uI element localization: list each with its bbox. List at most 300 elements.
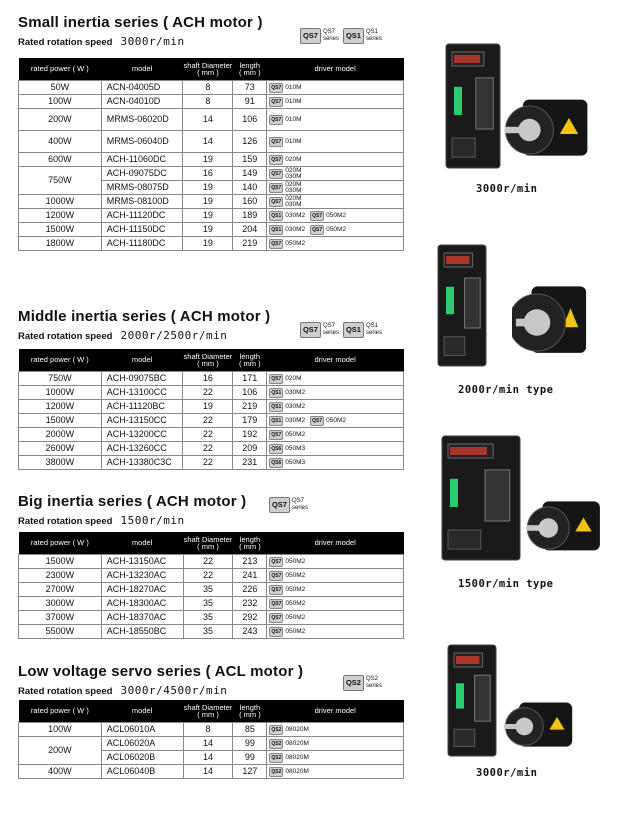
cell-length: 140 xyxy=(233,181,267,195)
series-badge-label xyxy=(323,29,339,43)
cell-power: 2000W xyxy=(19,428,102,442)
table-row xyxy=(19,237,404,251)
header-length-unit: ( mm ) xyxy=(238,68,261,77)
driver-series-icon: QS7 xyxy=(271,116,282,123)
table-row xyxy=(19,737,404,751)
table-row xyxy=(19,209,404,223)
cell-length: 232 xyxy=(233,597,267,611)
driver-entry xyxy=(269,726,309,733)
cell-shaft: 14 xyxy=(183,737,233,751)
series-badge-name: QS7 xyxy=(291,498,304,504)
cell-driver xyxy=(267,209,404,223)
driver-series-icon: QS7 xyxy=(271,98,282,105)
table-row xyxy=(19,167,404,181)
series-chip-icon: QS7 xyxy=(300,322,321,338)
driver-model-text: 050M2 xyxy=(285,627,306,635)
header-shaft-label: shaft Diameter xyxy=(183,60,233,70)
header-length-unit: ( mm ) xyxy=(238,359,261,368)
cell-shaft: 14 xyxy=(183,765,233,779)
driver-series-icon: QS7 xyxy=(312,417,323,424)
driver-entry xyxy=(269,431,305,438)
driver-model-text: 020M 030M xyxy=(285,180,302,194)
cell-driver xyxy=(267,569,404,583)
driver-entry xyxy=(269,445,305,452)
header-shaft xyxy=(183,700,233,723)
header-length-unit: ( mm ) xyxy=(239,710,261,719)
table-row xyxy=(19,400,404,414)
rated-speed-label: Rated rotation speed xyxy=(18,686,113,697)
cell-shaft: 35 xyxy=(183,611,233,625)
header-shaft xyxy=(183,58,233,81)
driver-model-text: 030M2 xyxy=(285,225,306,233)
series-badge xyxy=(343,322,382,338)
servo-motor-image xyxy=(500,90,592,170)
table-row xyxy=(19,153,404,167)
cell-driver xyxy=(267,386,404,400)
driver-model-text: 050M2 xyxy=(285,599,306,607)
motor-table-wrap xyxy=(18,700,404,779)
cell-power: 1200W xyxy=(19,400,102,414)
cell-model: ACH-11060DC xyxy=(101,153,183,167)
driver-entry xyxy=(269,240,305,247)
cell-driver xyxy=(267,611,404,625)
servo-drive-image xyxy=(436,243,488,368)
cell-length: 226 xyxy=(233,583,267,597)
cell-shaft: 22 xyxy=(183,442,233,456)
cell-length: 106 xyxy=(233,109,267,131)
section-title: Middle inertia series ( ACH motor ) xyxy=(18,308,271,325)
cell-power: 1000W xyxy=(19,195,102,209)
cell-length: 243 xyxy=(233,625,267,639)
driver-entry xyxy=(269,226,305,233)
cell-length: 179 xyxy=(233,414,267,428)
driver-model-text: 050M2 xyxy=(285,613,306,621)
cell-length: 219 xyxy=(233,237,267,251)
cell-driver xyxy=(267,81,404,95)
cell-length: 99 xyxy=(233,751,267,765)
table-row xyxy=(19,569,404,583)
table-header-row xyxy=(19,58,404,81)
cell-shaft: 14 xyxy=(183,131,233,153)
cell-shaft: 22 xyxy=(183,569,233,583)
cell-driver xyxy=(267,555,404,569)
cell-model: ACH-13260CC xyxy=(101,442,183,456)
cell-model: ACH-18300AC xyxy=(101,597,183,611)
cell-driver xyxy=(267,223,404,237)
driver-series-icon: QS7 xyxy=(271,138,282,145)
cell-shaft: 19 xyxy=(183,237,233,251)
cell-power: 2700W xyxy=(19,583,102,597)
cell-power: 1200W xyxy=(19,209,102,223)
cell-length: 171 xyxy=(233,372,267,386)
cell-driver xyxy=(267,195,404,209)
cell-power: 5500W xyxy=(19,625,102,639)
driver-series-icon: QS1 xyxy=(271,389,282,396)
series-section xyxy=(18,493,404,532)
driver-entry xyxy=(269,572,305,579)
cell-driver xyxy=(267,723,404,737)
cell-power: 1500W xyxy=(19,555,102,569)
cell-power: 50W xyxy=(19,81,102,95)
driver-entry xyxy=(269,212,305,219)
cell-driver xyxy=(267,131,404,153)
driver-entry xyxy=(269,166,307,180)
driver-model-text: 010M xyxy=(285,137,302,145)
cell-model: ACL06020A xyxy=(101,737,183,751)
header-model: model xyxy=(101,532,183,555)
cell-power: 2600W xyxy=(19,442,102,456)
series-badge-suffix: series xyxy=(365,683,382,689)
series-badge xyxy=(343,675,382,691)
cell-shaft: 35 xyxy=(183,583,233,597)
cell-shaft: 14 xyxy=(183,751,233,765)
cell-model: ACL06020B xyxy=(101,751,183,765)
cell-model: ACH-13230AC xyxy=(101,569,183,583)
header-model: model xyxy=(101,349,183,372)
table-row xyxy=(19,611,404,625)
series-badge-label xyxy=(366,29,382,43)
table-row xyxy=(19,555,404,569)
driver-series-icon: QS7 xyxy=(271,84,282,91)
table-row xyxy=(19,95,404,109)
motor-table xyxy=(18,532,404,639)
driver-model-text: 010M xyxy=(285,97,302,105)
cell-shaft: 22 xyxy=(183,555,233,569)
series-badge-suffix: series xyxy=(322,36,339,42)
series-badge-name: QS7 xyxy=(322,29,335,35)
rated-speed-value: 3000r/min xyxy=(120,35,185,48)
cell-shaft: 16 xyxy=(183,167,233,181)
table-row xyxy=(19,428,404,442)
cell-model: ACL06010A xyxy=(101,723,183,737)
rated-speed-label: Rated rotation speed xyxy=(18,331,113,342)
table-row xyxy=(19,583,404,597)
header-shaft-unit: ( mm ) xyxy=(197,542,219,551)
table-row xyxy=(19,723,404,737)
driver-model-text: 030M2 xyxy=(285,402,306,410)
table-row xyxy=(19,386,404,400)
driver-series-icon: QS7 xyxy=(271,240,282,247)
driver-series-icon: QS2 xyxy=(271,740,282,747)
series-badge-suffix: series xyxy=(291,505,308,511)
series-badge-suffix: series xyxy=(365,330,382,336)
cell-driver xyxy=(267,428,404,442)
driver-series-icon: QS7 xyxy=(271,586,282,593)
cell-model: ACH-13150AC xyxy=(101,555,183,569)
driver-model-text: 050M3 xyxy=(285,444,306,452)
driver-series-icon: QS2 xyxy=(271,768,282,775)
series-badge-label xyxy=(292,498,308,512)
driver-model-text: 050M2 xyxy=(326,416,347,424)
header-driver: driver model xyxy=(267,58,404,81)
driver-entry xyxy=(269,84,301,91)
cell-shaft: 22 xyxy=(183,414,233,428)
driver-model-text: 050M2 xyxy=(285,571,306,579)
cell-shaft: 22 xyxy=(183,456,233,470)
motor-table xyxy=(18,700,404,779)
cell-driver xyxy=(267,95,404,109)
driver-series-icon: QS6 xyxy=(271,445,282,452)
driver-model-text: 08020M xyxy=(285,767,309,775)
cell-shaft: 16 xyxy=(183,372,233,386)
table-row xyxy=(19,109,404,131)
cell-shaft: 22 xyxy=(183,428,233,442)
cell-model: ACH-11150DC xyxy=(101,223,183,237)
table-header-row xyxy=(19,532,404,555)
driver-series-icon: QS7 xyxy=(271,614,282,621)
driver-model-text: 050M2 xyxy=(285,430,306,438)
cell-power: 1500W xyxy=(19,223,102,237)
table-header-row xyxy=(19,349,404,372)
driver-series-icon: QS6 xyxy=(271,459,282,466)
cell-model: ACH-18550BC xyxy=(101,625,183,639)
rated-speed-label: Rated rotation speed xyxy=(18,516,113,527)
header-shaft-label: shaft Diameter xyxy=(183,351,233,361)
cell-model: ACH-13200CC xyxy=(101,428,183,442)
header-power: rated power ( W ) xyxy=(19,58,102,81)
cell-driver xyxy=(267,583,404,597)
driver-entry xyxy=(310,417,346,424)
driver-entry xyxy=(269,403,305,410)
cell-power: 100W xyxy=(19,95,102,109)
cell-model: ACH-11120DC xyxy=(101,209,183,223)
image-caption: 3000r/min xyxy=(476,767,538,779)
cell-power: 1800W xyxy=(19,237,102,251)
table-row xyxy=(19,456,404,470)
cell-length: 231 xyxy=(233,456,267,470)
cell-model: ACL06040B xyxy=(101,765,183,779)
table-row xyxy=(19,131,404,153)
driver-series-icon: QS7 xyxy=(271,198,282,205)
motor-table xyxy=(18,349,404,470)
series-chip-icon: QS7 xyxy=(300,28,321,44)
cell-model: MRMS-08100D xyxy=(101,195,183,209)
driver-model-text: 050M2 xyxy=(285,557,306,565)
driver-series-icon: QS1 xyxy=(271,403,282,410)
servo-drive-image xyxy=(444,42,502,170)
cell-model: ACH-09075BC xyxy=(101,372,183,386)
driver-entry xyxy=(269,156,301,163)
cell-length: 219 xyxy=(233,400,267,414)
series-badge-name: QS7 xyxy=(322,323,335,329)
driver-series-badges xyxy=(300,28,382,44)
driver-model-text: 010M xyxy=(285,83,302,91)
driver-entry xyxy=(310,212,346,219)
cell-power: 400W xyxy=(19,765,102,779)
cell-model: ACH-13100CC xyxy=(101,386,183,400)
series-badge-name: QS1 xyxy=(365,29,378,35)
table-row xyxy=(19,372,404,386)
driver-entry xyxy=(269,180,307,194)
driver-model-text: 030M2 xyxy=(285,416,306,424)
driver-entry xyxy=(269,116,301,123)
driver-entry xyxy=(269,98,301,105)
driver-model-text: 08020M xyxy=(285,753,309,761)
cell-power: 3800W xyxy=(19,456,102,470)
cell-model: ACH-11120BC xyxy=(101,400,183,414)
driver-entry xyxy=(269,138,301,145)
driver-series-icon: QS2 xyxy=(271,754,282,761)
cell-driver xyxy=(267,167,404,181)
header-driver: driver model xyxy=(267,700,404,723)
driver-entry xyxy=(269,417,305,424)
cell-model: ACN-04010D xyxy=(101,95,183,109)
driver-entry xyxy=(269,614,305,621)
cell-length: 85 xyxy=(233,723,267,737)
cell-length: 127 xyxy=(233,765,267,779)
driver-series-icon: QS7 xyxy=(271,628,282,635)
series-badge xyxy=(300,28,339,44)
driver-entry xyxy=(269,586,305,593)
driver-series-icon: QS7 xyxy=(271,558,282,565)
driver-model-text: 050M2 xyxy=(326,225,347,233)
cell-length: 292 xyxy=(233,611,267,625)
header-length-label: length xyxy=(239,702,261,712)
cell-model: ACH-11180DC xyxy=(101,237,183,251)
cell-shaft: 19 xyxy=(183,195,233,209)
header-length-label: length xyxy=(239,351,261,361)
table-row xyxy=(19,625,404,639)
driver-series-icon: QS7 xyxy=(271,375,282,382)
cell-power: 3700W xyxy=(19,611,102,625)
driver-entry xyxy=(269,459,305,466)
cell-driver xyxy=(267,765,404,779)
cell-power: 1500W xyxy=(19,414,102,428)
series-chip-icon: QS1 xyxy=(343,28,364,44)
cell-power: 750W xyxy=(19,167,102,195)
series-badge-suffix: series xyxy=(365,36,382,42)
cell-driver xyxy=(267,625,404,639)
header-driver: driver model xyxy=(267,349,404,372)
driver-model-text: 050M2 xyxy=(285,239,306,247)
header-length xyxy=(233,532,267,555)
motor-table-wrap xyxy=(18,58,404,251)
driver-series-icon: QS7 xyxy=(312,212,323,219)
motor-table-wrap xyxy=(18,349,404,470)
header-shaft xyxy=(183,349,233,372)
header-model: model xyxy=(101,700,183,723)
driver-model-text: 050M2 xyxy=(285,585,306,593)
driver-series-badges xyxy=(269,497,308,513)
header-power: rated power ( W ) xyxy=(19,700,102,723)
cell-driver xyxy=(267,153,404,167)
section-title: Low voltage servo series ( ACL motor ) xyxy=(18,663,304,680)
cell-driver xyxy=(267,109,404,131)
driver-entry xyxy=(269,375,301,382)
header-shaft xyxy=(183,532,233,555)
driver-entry xyxy=(310,226,346,233)
image-caption: 1500r/min type xyxy=(458,578,554,590)
cell-power: 400W xyxy=(19,131,102,153)
cell-model: MRMS-08075D xyxy=(101,181,183,195)
driver-model-text: 050M3 xyxy=(285,458,306,466)
header-shaft-label: shaft Diameter xyxy=(183,702,233,712)
cell-length: 99 xyxy=(233,737,267,751)
driver-model-text: 020M 030M xyxy=(285,194,302,208)
series-badge-label xyxy=(366,323,382,337)
cell-shaft: 19 xyxy=(183,400,233,414)
driver-series-icon: QS1 xyxy=(271,226,282,233)
cell-model: ACN-04005D xyxy=(101,81,183,95)
header-shaft-unit: ( mm ) xyxy=(197,710,219,719)
cell-driver xyxy=(267,456,404,470)
header-power: rated power ( W ) xyxy=(19,349,102,372)
cell-power: 2300W xyxy=(19,569,102,583)
cell-power: 1000W xyxy=(19,386,102,400)
cell-length: 204 xyxy=(233,223,267,237)
cell-length: 73 xyxy=(233,81,267,95)
series-section xyxy=(18,14,404,58)
cell-power: 3000W xyxy=(19,597,102,611)
motor-table xyxy=(18,58,404,251)
series-chip-icon: QS2 xyxy=(343,675,364,691)
cell-model: ACH-13150CC xyxy=(101,414,183,428)
driver-series-icon: QS7 xyxy=(271,184,282,191)
driver-series-icon: QS7 xyxy=(271,170,282,177)
series-badge-name: QS2 xyxy=(365,676,378,682)
driver-series-icon: QS7 xyxy=(312,226,323,233)
cell-shaft: 19 xyxy=(183,209,233,223)
cell-driver xyxy=(267,372,404,386)
cell-model: ACH-09075DC xyxy=(101,167,183,181)
cell-length: 241 xyxy=(233,569,267,583)
cell-model: MRMS-06020D xyxy=(101,109,183,131)
cell-length: 106 xyxy=(233,386,267,400)
cell-power: 200W xyxy=(19,737,102,765)
cell-driver xyxy=(267,737,404,751)
driver-series-icon: QS7 xyxy=(271,156,282,163)
table-row xyxy=(19,765,404,779)
driver-entry xyxy=(269,754,309,761)
driver-entry xyxy=(269,740,309,747)
servo-motor-image xyxy=(512,275,590,370)
cell-shaft: 35 xyxy=(183,597,233,611)
header-length-label: length xyxy=(239,534,261,544)
cell-model: MRMS-06040D xyxy=(101,131,183,153)
cell-shaft: 19 xyxy=(183,153,233,167)
rated-speed xyxy=(18,514,404,527)
rated-speed-value: 3000r/4500r/min xyxy=(120,684,228,697)
driver-series-icon: QS7 xyxy=(271,431,282,438)
cell-model: ACH-13380C3C xyxy=(101,456,183,470)
cell-length: 209 xyxy=(233,442,267,456)
driver-series-icon: QS7 xyxy=(271,600,282,607)
table-row xyxy=(19,223,404,237)
table-row xyxy=(19,414,404,428)
header-power: rated power ( W ) xyxy=(19,532,102,555)
series-badge xyxy=(343,28,382,44)
cell-driver xyxy=(267,751,404,765)
cell-shaft: 35 xyxy=(183,625,233,639)
driver-model-text: 08020M xyxy=(285,739,309,747)
table-row xyxy=(19,597,404,611)
cell-length: 189 xyxy=(233,209,267,223)
driver-entry xyxy=(269,768,309,775)
driver-model-text: 050M2 xyxy=(326,211,347,219)
driver-entry xyxy=(269,600,305,607)
cell-driver xyxy=(267,181,404,195)
series-section xyxy=(18,308,404,349)
cell-power: 200W xyxy=(19,109,102,131)
cell-shaft: 19 xyxy=(183,223,233,237)
rated-speed-value: 1500r/min xyxy=(120,514,185,527)
cell-length: 160 xyxy=(233,195,267,209)
driver-entry xyxy=(269,628,305,635)
cell-shaft: 8 xyxy=(183,95,233,109)
driver-series-icon: QS7 xyxy=(271,572,282,579)
cell-model: ACH-18370AC xyxy=(101,611,183,625)
image-caption: 2000r/min type xyxy=(458,384,554,396)
